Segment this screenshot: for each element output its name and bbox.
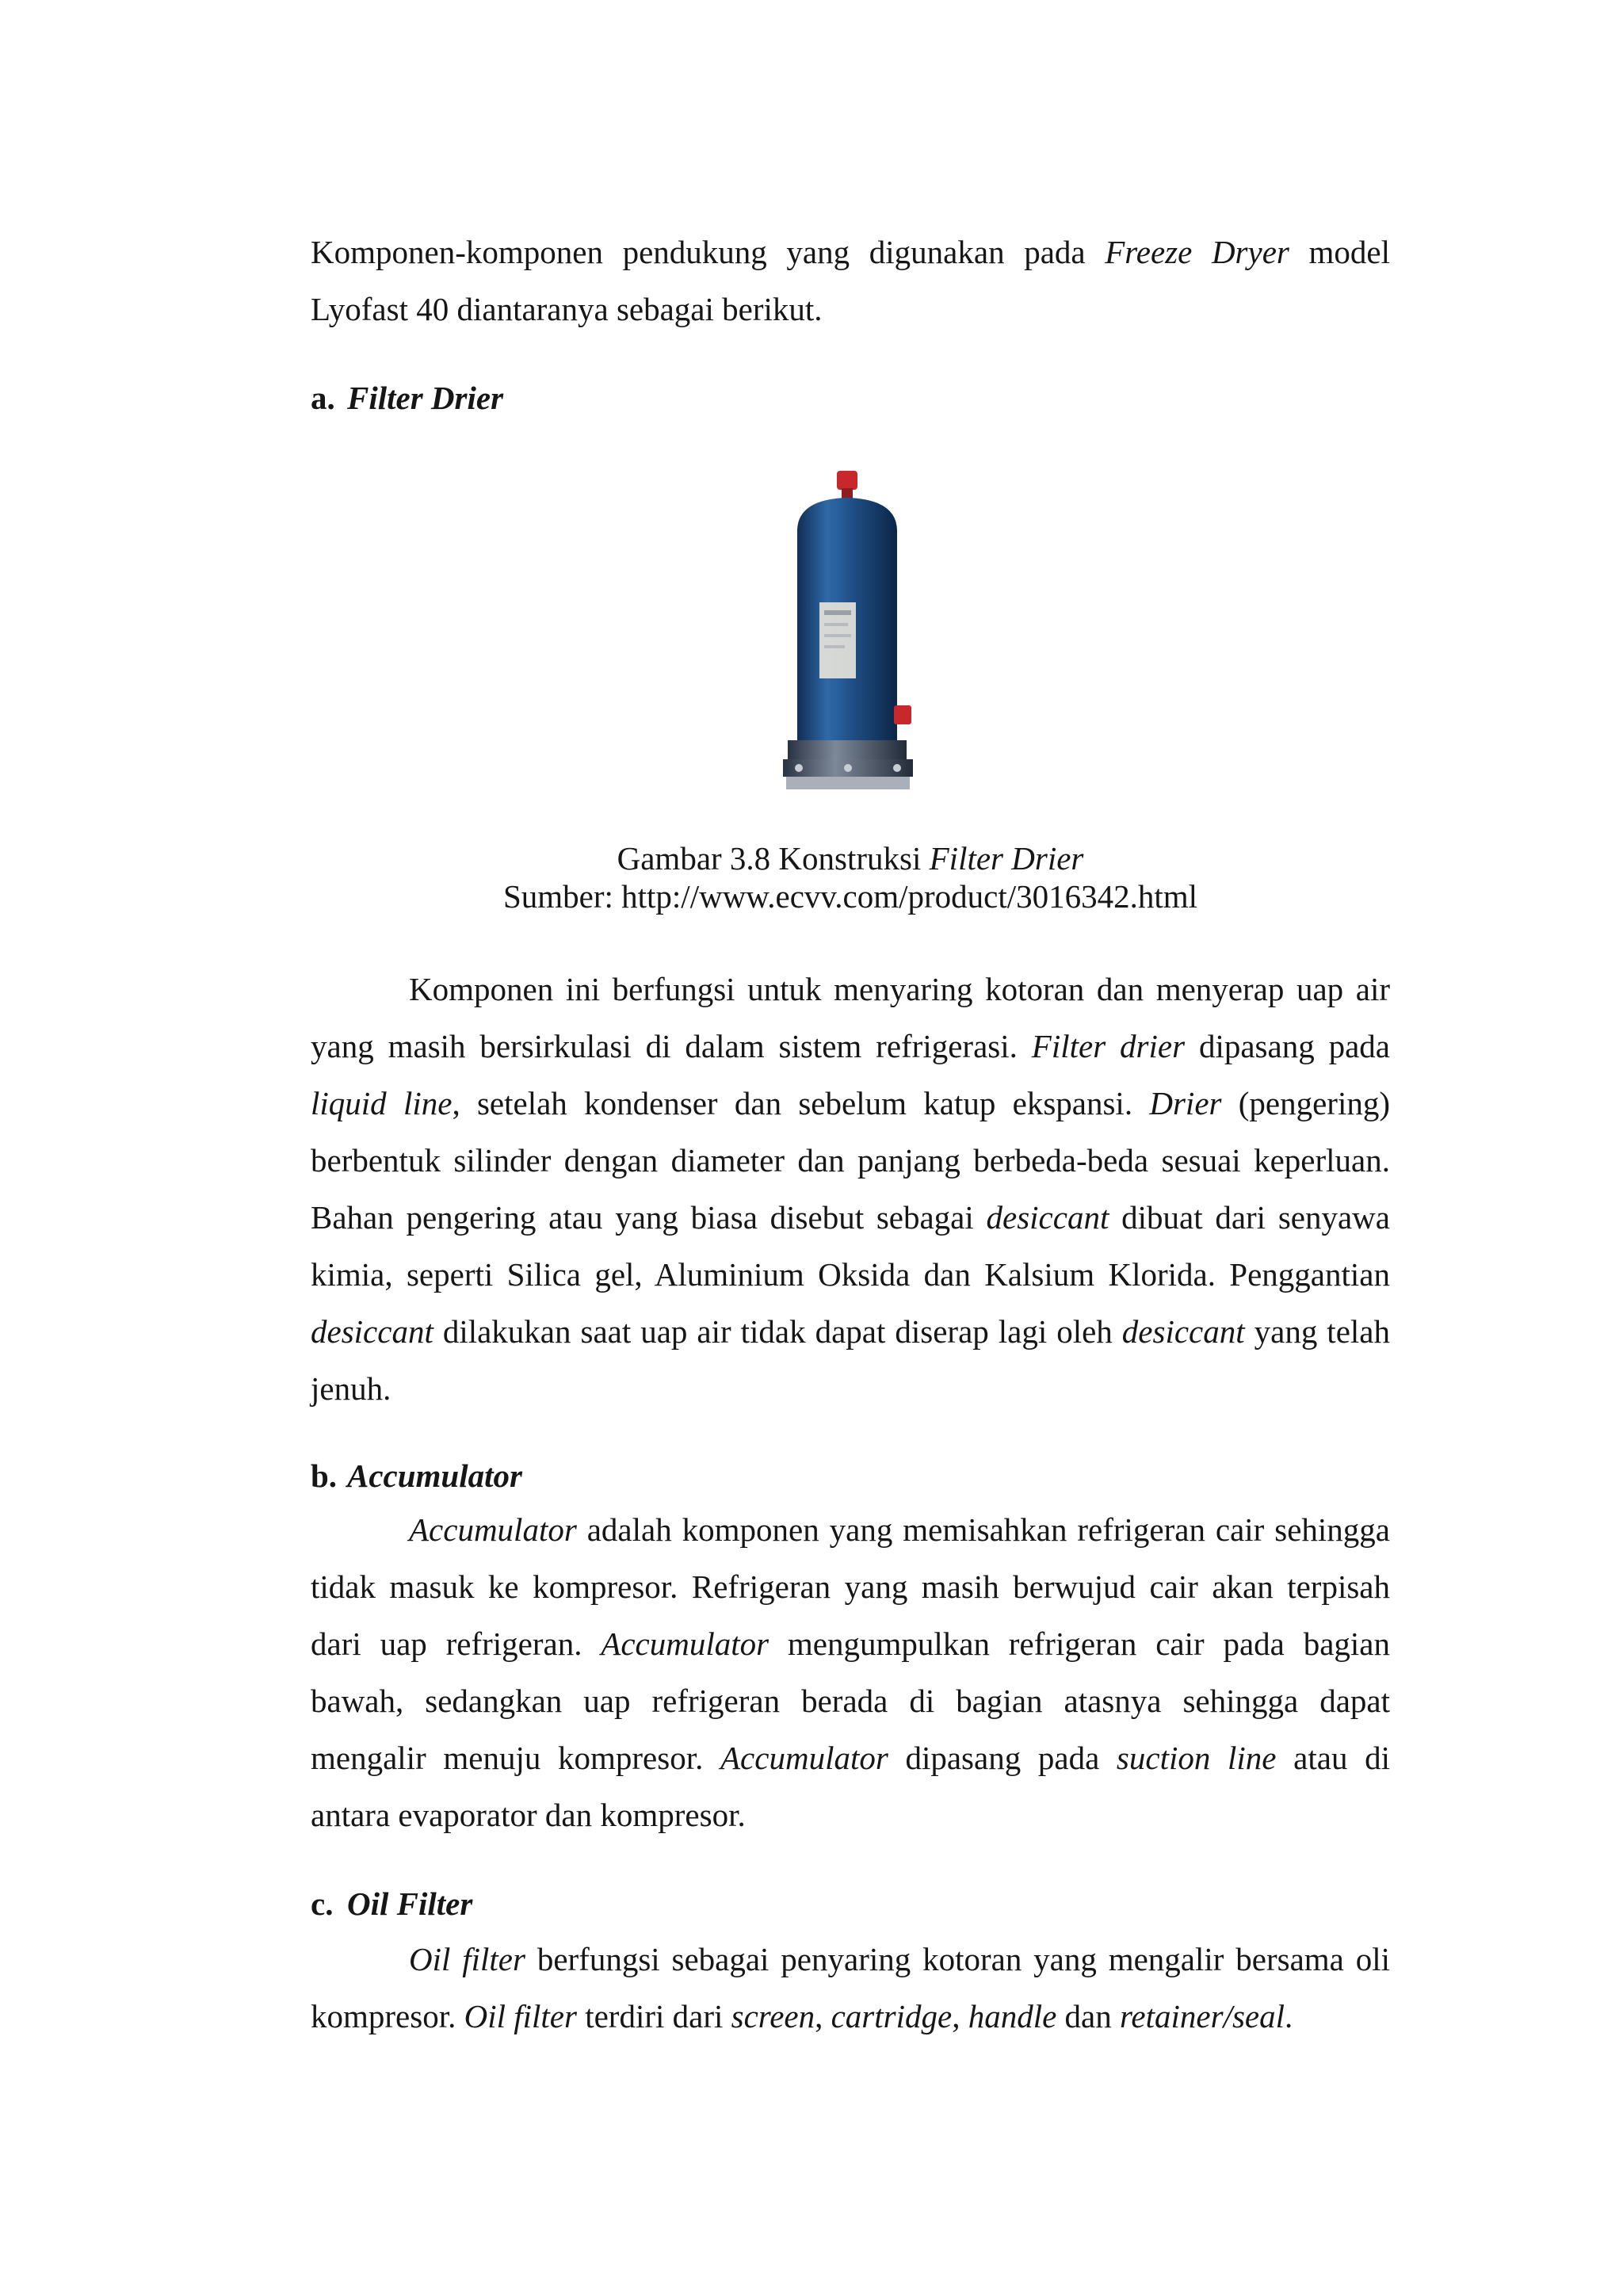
section-letter: c. [311, 1885, 334, 1922]
top-cap-icon [837, 471, 857, 490]
section-c-heading [311, 1880, 472, 1927]
italic-term: desiccant [311, 1313, 433, 1350]
text-run: terdiri dari [576, 1998, 731, 2034]
text-run: dipasang pada [888, 1740, 1117, 1776]
figure-source: Sumber: http://www.ecvv.com/product/3016342.html [502, 878, 1198, 915]
figure-caption [311, 839, 1390, 878]
filter-drier-figure [311, 468, 1390, 808]
section-a-heading [311, 374, 503, 422]
italic-term: Drier [1149, 1085, 1222, 1121]
caption-text: Gambar 3.8 Konstruksi [617, 840, 930, 877]
text-run: model Lyofast 40 diantaranya sebagai berikut. [311, 234, 1390, 327]
side-fitting-icon [894, 705, 911, 724]
italic-term: desiccant [1121, 1313, 1245, 1350]
text-run: Komponen ini berfungsi untuk menyaring kotoran dan menyerap uap air yang masih bersirkulasi di dalam sistem refrigerasi. [311, 971, 1390, 1064]
text-run: dan [1056, 1998, 1120, 2034]
section-b-heading [311, 1452, 522, 1499]
section-b-paragraph [311, 1501, 1390, 1843]
text-run: Komponen-komponen pendukung yang digunakan pada [311, 234, 1106, 270]
section-letter: b. [311, 1457, 338, 1494]
intro-paragraph [311, 223, 1390, 338]
text-run: adalah komponen yang memisahkan refrigeran cair sehingga tidak masuk ke kompresor. Refrigeran yang masih berwujud cair akan terpisah dari uap refrigeran. [311, 1511, 1390, 1662]
text-run: , setelah kondenser dan sebelum katup ekspansi. [452, 1085, 1150, 1121]
italic-term: Oil filter [409, 1941, 525, 1977]
filter-drier-image [775, 468, 926, 808]
text-run: berfungsi sebagai penyaring kotoran yang mengalir bersama oli kompresor. [311, 1941, 1391, 2034]
text-run: , [815, 1998, 831, 2034]
italic-term: cartridge [831, 1998, 953, 2034]
italic-term: Accumulator [601, 1626, 769, 1662]
section-title: Accumulator [347, 1457, 522, 1494]
text-run: , [952, 1998, 968, 2034]
italic-term: Accumulator [409, 1511, 577, 1548]
italic-term: desiccant [986, 1199, 1109, 1236]
text-run: atau di antara evaporator dan kompresor. [311, 1740, 1390, 1833]
section-letter: a. [311, 380, 335, 416]
italic-term: Freeze Dryer [1105, 234, 1289, 270]
section-c-paragraph [311, 1931, 1390, 2045]
italic-term: suction line [1116, 1740, 1277, 1776]
italic-term: liquid line [311, 1085, 453, 1121]
text-run: mengumpulkan refrigeran cair pada bagian bawah, sedangkan uap refrigeran berada di bagian atasnya sehingga dapat mengalir menuju kompresor. [311, 1626, 1390, 1776]
text-run: (pengering) berbentuk silinder dengan diameter dan panjang berbeda-beda sesuai keperluan. Bahan pengering atau yang biasa disebut sebagai [311, 1085, 1390, 1236]
section-title: Filter Drier [347, 380, 504, 416]
text-run: yang telah jenuh. [311, 1313, 1390, 1407]
caption-italic: Filter Drier [929, 840, 1084, 877]
text-run: dipasang pada [1185, 1028, 1391, 1064]
italic-term: retainer/seal [1120, 1998, 1285, 2034]
text-run: dilakukan saat uap air tidak dapat diserap lagi oleh [433, 1313, 1122, 1350]
section-a-paragraph [311, 961, 1390, 1417]
italic-term: screen [731, 1998, 815, 2034]
italic-term: Accumulator [720, 1740, 888, 1776]
text-run: dibuat dari senyawa kimia, seperti Silica gel, Aluminium Oksida dan Kalsium Klorida. Penggantian [311, 1199, 1390, 1293]
section-title: Oil Filter [347, 1885, 473, 1922]
italic-term: Filter drier [1031, 1028, 1186, 1064]
text-run: . [1285, 1998, 1293, 2034]
italic-term: handle [968, 1998, 1057, 2034]
italic-term: Oil filter [464, 1998, 577, 2034]
